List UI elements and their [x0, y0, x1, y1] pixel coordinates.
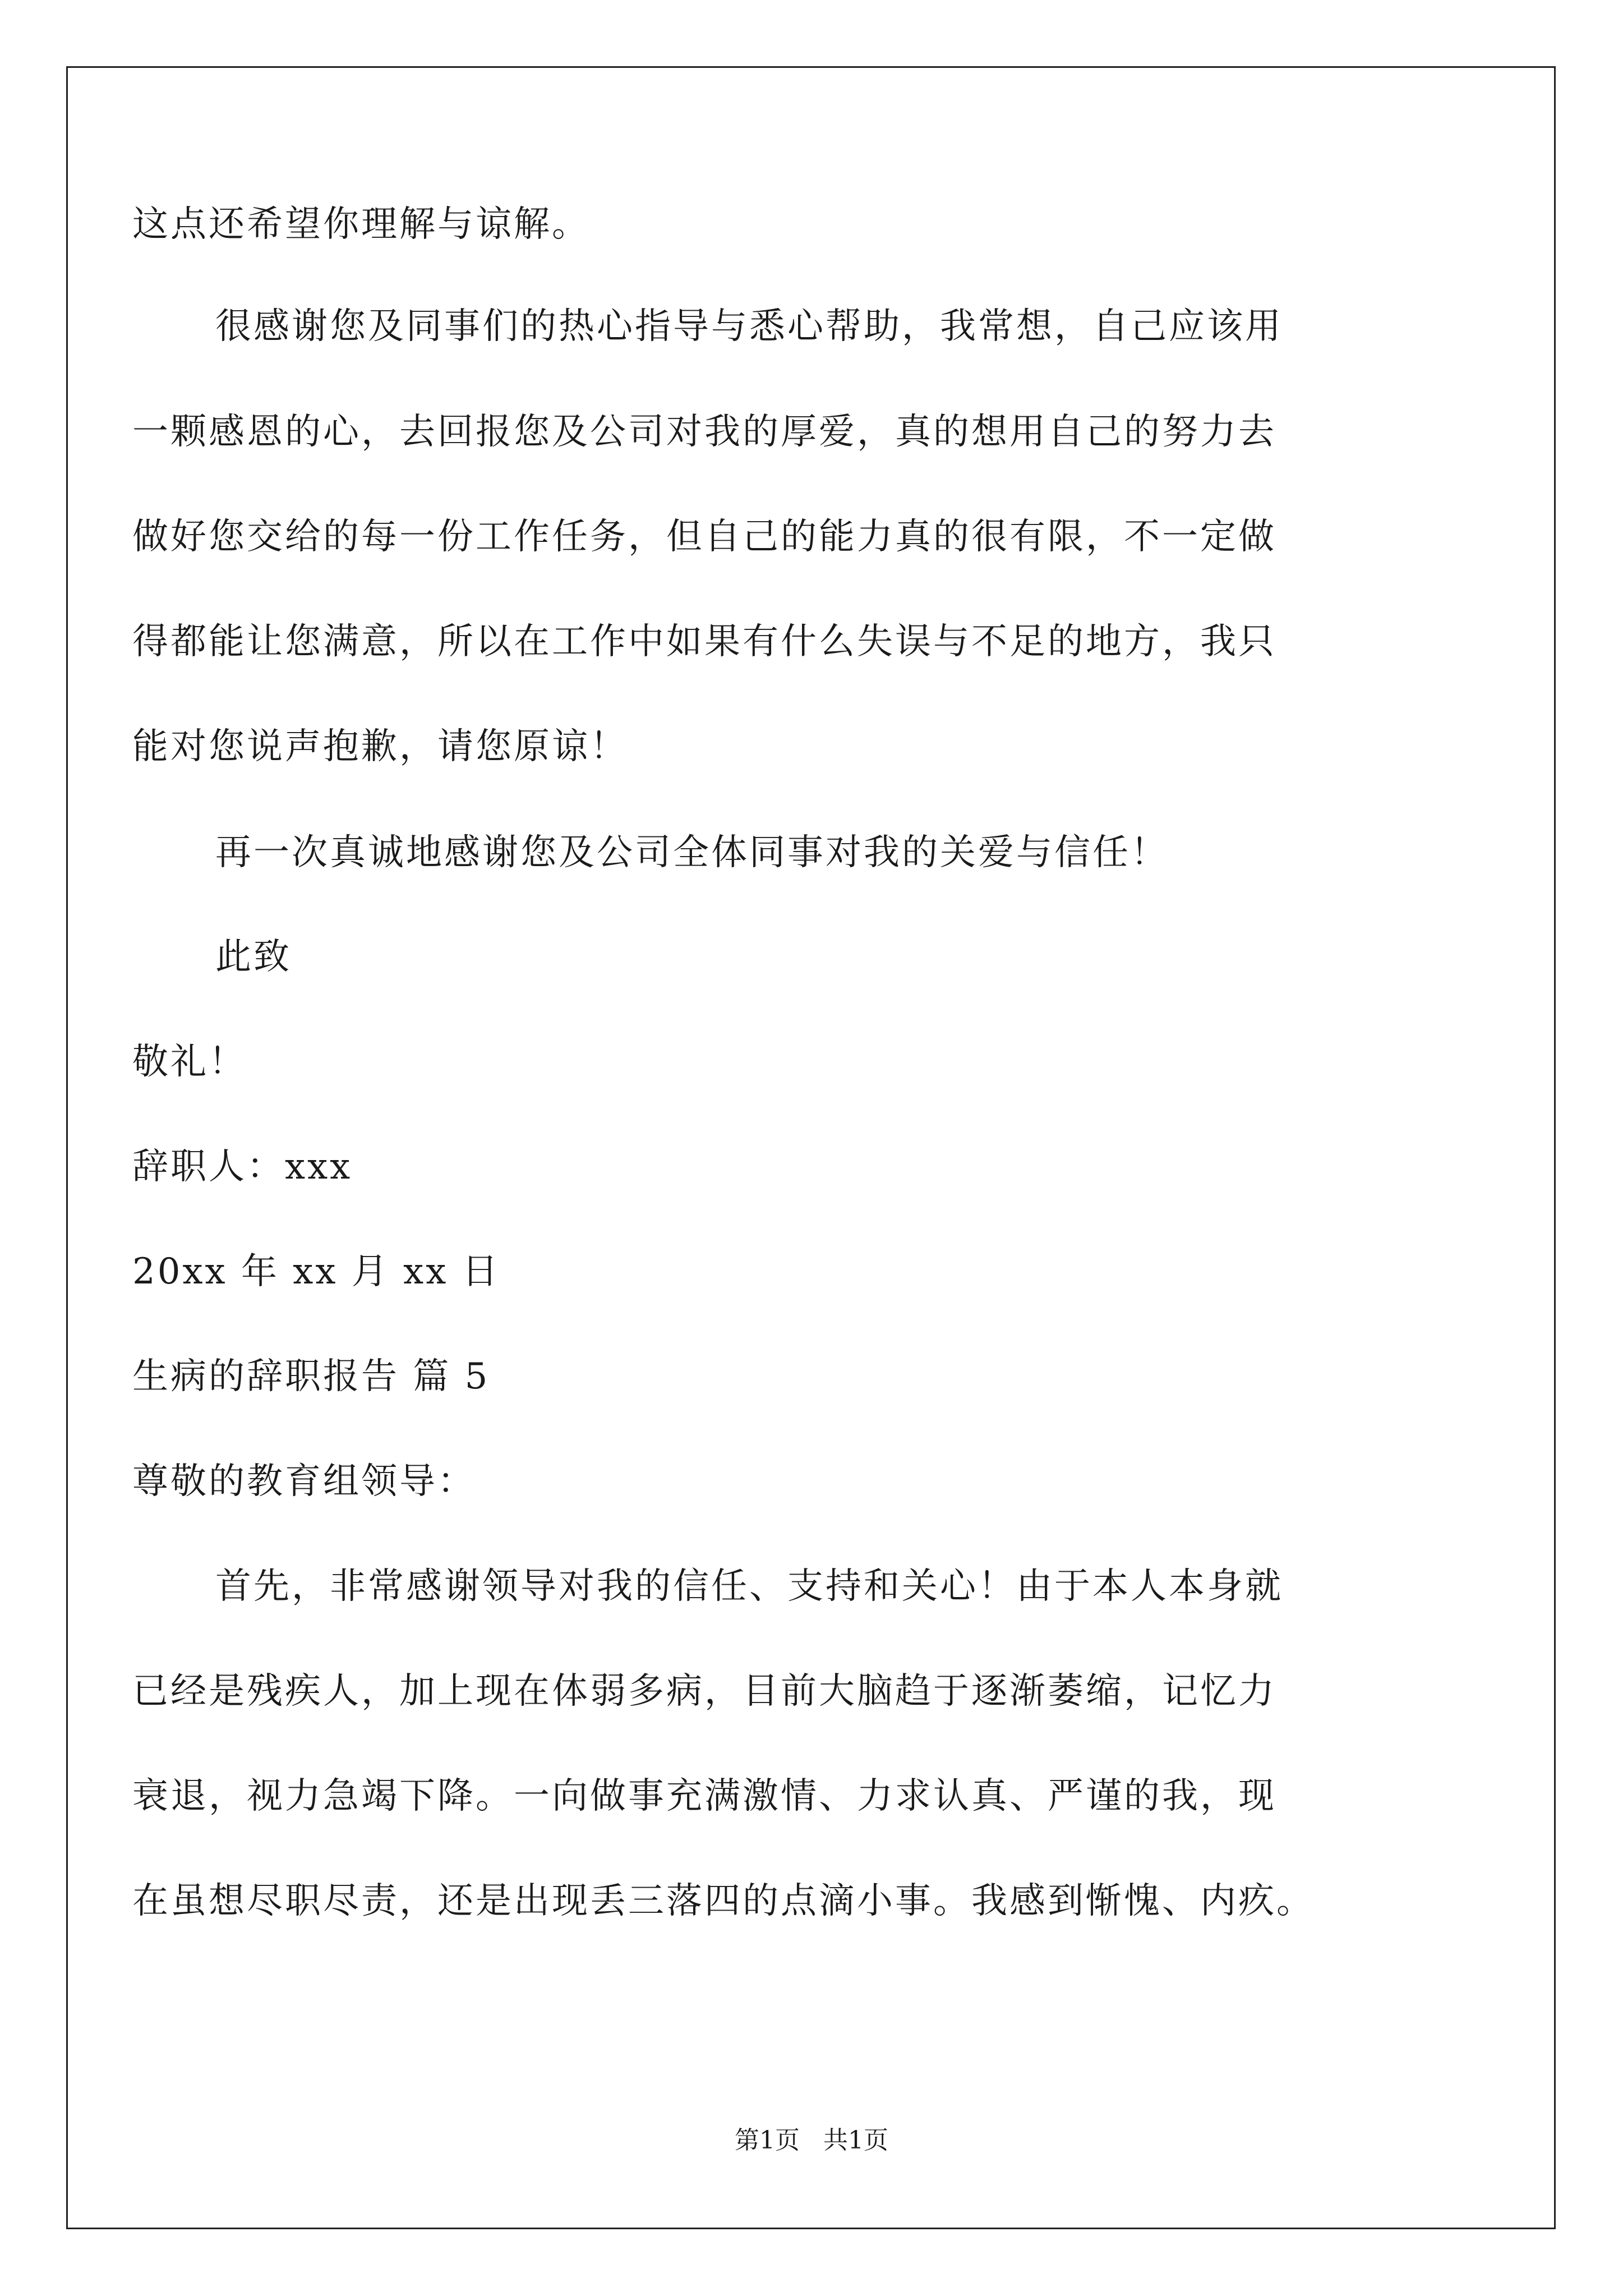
section-heading: 生病的辞职报告 篇 5: [132, 1356, 490, 1397]
text-line: 很感谢您及同事们的热心指导与悉心帮助，我常想，自己应该用: [215, 306, 1283, 347]
closing-regards: 敬礼！: [132, 1041, 247, 1083]
text-line: 在虽想尽职尽责，还是出现丢三落四的点滴小事。我感到惭愧、内疚。: [132, 1880, 1315, 1922]
letter-greeting: 尊敬的教育组领导：: [132, 1461, 476, 1502]
text-line: 得都能让您满意，所以在工作中如果有什么失误与不足的地方，我只: [132, 621, 1276, 662]
signature-name: 辞职人：xxx: [132, 1146, 353, 1188]
text-line: 已经是残疾人，加上现在体弱多病，目前大脑趋于逐渐萎缩，记忆力: [132, 1671, 1276, 1712]
page-footer: 第1页 共1页: [735, 2126, 888, 2155]
text-line: 做好您交给的每一份工作任务，但自己的能力真的很有限，不一定做: [132, 516, 1276, 558]
text-line: 衰退，视力急竭下降。一向做事充满激情、力求认真、严谨的我，现: [132, 1775, 1276, 1817]
text-line: 首先，非常感谢领导对我的信任、支持和关心！由于本人本身就: [215, 1566, 1283, 1607]
signature-date: 20xx 年 xx 月 xx 日: [132, 1251, 500, 1292]
text-line: 能对您说声抱歉，请您原谅！: [132, 726, 628, 767]
text-line: 再一次真诚地感谢您及公司全体同事对我的关爱与信任！: [215, 832, 1169, 873]
text-line: 这点还希望你理解与谅解。: [132, 204, 590, 245]
text-line: 一颗感恩的心，去回报您及公司对我的厚爱，真的想用自己的努力去: [132, 411, 1276, 453]
closing-salutation: 此致: [215, 936, 292, 978]
